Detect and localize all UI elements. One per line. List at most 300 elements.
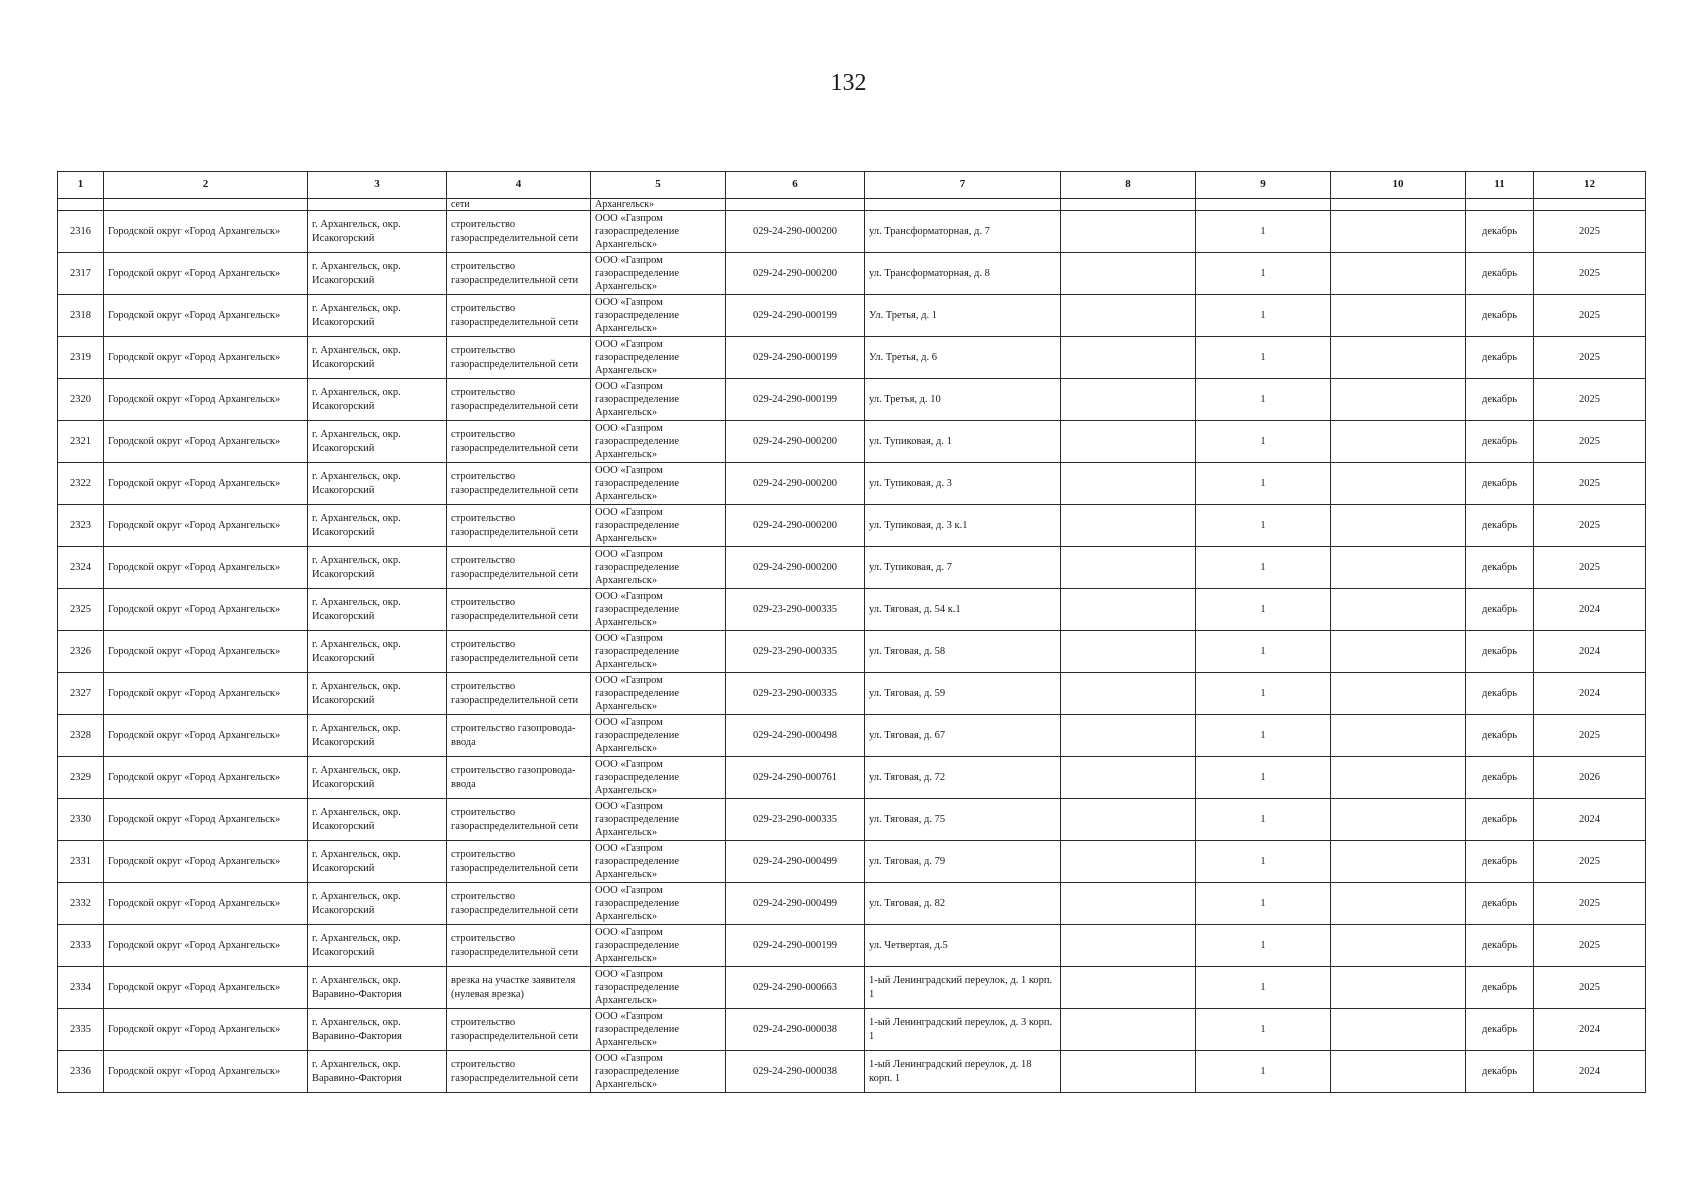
cell-month: декабрь [1466,799,1534,841]
cell-municipality: Городской округ «Город Архангельск» [104,967,308,1009]
cell-location: г. Архангельск, окр. Исакогорский [308,799,447,841]
cell-row-number: 2320 [58,379,104,421]
cell-organization: ООО «Газпром газораспределение Архангельск» [591,799,726,841]
cell-location: г. Архангельск, окр. Варавино-Фактория [308,1051,447,1093]
cell-organization: ООО «Газпром газораспределение Архангельск» [591,589,726,631]
table-row [58,1051,1646,1093]
cell-location: г. Архангельск, окр. Исакогорский [308,631,447,673]
table-row [58,757,1646,799]
cell-location: г. Архангельск, окр. Исакогорский [308,841,447,883]
cell-quantity: 1 [1196,883,1331,925]
cell-address: ул. Тяговая, д. 82 [865,883,1061,925]
cell-address: 1-ый Ленинградский переулок, д. 3 корп. 1 [865,1009,1061,1051]
continuation-application-number [726,199,865,211]
cell-quantity: 1 [1196,757,1331,799]
cell-address: ул. Трансформаторная, д. 7 [865,211,1061,253]
cell-organization: ООО «Газпром газораспределение Архангельск» [591,1051,726,1093]
cell-quantity: 1 [1196,1051,1331,1093]
cell-column-8 [1061,505,1196,547]
cell-application-number: 029-24-290-000499 [726,841,865,883]
cell-work-type: строительство газораспределительной сети [447,673,591,715]
cell-row-number: 2318 [58,295,104,337]
continuation-month [1466,199,1534,211]
cell-location: г. Архангельск, окр. Исакогорский [308,253,447,295]
cell-municipality: Городской округ «Город Архангельск» [104,211,308,253]
data-table [57,171,1646,1093]
cell-work-type: строительство газораспределительной сети [447,421,591,463]
cell-month: декабрь [1466,757,1534,799]
cell-column-10 [1331,1009,1466,1051]
cell-application-number: 029-24-290-000663 [726,967,865,1009]
cell-address: Ул. Третья, д. 6 [865,337,1061,379]
cell-work-type: строительство газораспределительной сети [447,799,591,841]
header-cell-4: 4 [447,172,591,199]
cell-month: декабрь [1466,463,1534,505]
table-row [58,589,1646,631]
cell-work-type: строительство газораспределительной сети [447,295,591,337]
cell-municipality: Городской округ «Город Архангельск» [104,715,308,757]
cell-work-type: строительство газораспределительной сети [447,841,591,883]
cell-year: 2025 [1534,925,1646,967]
cell-row-number: 2328 [58,715,104,757]
cell-column-8 [1061,925,1196,967]
cell-organization: ООО «Газпром газораспределение Архангельск» [591,841,726,883]
cell-column-10 [1331,253,1466,295]
cell-year: 2025 [1534,715,1646,757]
cell-address: 1-ый Ленинградский переулок, д. 1 корп. 1 [865,967,1061,1009]
cell-quantity: 1 [1196,337,1331,379]
cell-year: 2025 [1534,463,1646,505]
header-cell-3: 3 [308,172,447,199]
cell-column-10 [1331,757,1466,799]
cell-organization: ООО «Газпром газораспределение Архангельск» [591,631,726,673]
cell-column-10 [1331,463,1466,505]
cell-location: г. Архангельск, окр. Исакогорский [308,211,447,253]
cell-organization: ООО «Газпром газораспределение Архангельск» [591,547,726,589]
cell-application-number: 029-24-290-000038 [726,1009,865,1051]
cell-column-10 [1331,715,1466,757]
cell-column-10 [1331,841,1466,883]
cell-work-type: строительство газораспределительной сети [447,925,591,967]
cell-location: г. Архангельск, окр. Исакогорский [308,505,447,547]
cell-work-type: строительство газораспределительной сети [447,253,591,295]
cell-work-type: строительство газораспределительной сети [447,547,591,589]
cell-month: декабрь [1466,253,1534,295]
cell-organization: ООО «Газпром газораспределение Архангельск» [591,883,726,925]
cell-column-10 [1331,799,1466,841]
cell-location: г. Архангельск, окр. Исакогорский [308,589,447,631]
cell-location: г. Архангельск, окр. Исакогорский [308,715,447,757]
cell-column-8 [1061,547,1196,589]
cell-month: декабрь [1466,673,1534,715]
cell-quantity: 1 [1196,589,1331,631]
cell-work-type: строительство газораспределительной сети [447,379,591,421]
header-cell-1: 1 [58,172,104,199]
cell-organization: ООО «Газпром газораспределение Архангельск» [591,673,726,715]
cell-column-10 [1331,379,1466,421]
cell-row-number: 2332 [58,883,104,925]
cell-municipality: Городской округ «Город Архангельск» [104,421,308,463]
cell-application-number: 029-24-290-000200 [726,505,865,547]
header-cell-2: 2 [104,172,308,199]
cell-quantity: 1 [1196,715,1331,757]
cell-application-number: 029-24-290-000038 [726,1051,865,1093]
cell-year: 2024 [1534,1009,1646,1051]
cell-work-type: врезка на участке заявителя (нулевая врезка) [447,967,591,1009]
cell-column-8 [1061,421,1196,463]
cell-column-10 [1331,631,1466,673]
cell-row-number: 2323 [58,505,104,547]
cell-address: ул. Тяговая, д. 79 [865,841,1061,883]
table-row [58,841,1646,883]
cell-column-8 [1061,799,1196,841]
cell-organization: ООО «Газпром газораспределение Архангельск» [591,757,726,799]
cell-municipality: Городской округ «Город Архангельск» [104,253,308,295]
cell-column-8 [1061,295,1196,337]
cell-municipality: Городской округ «Город Архангельск» [104,841,308,883]
cell-organization: ООО «Газпром газораспределение Архангельск» [591,379,726,421]
cell-location: г. Архангельск, окр. Исакогорский [308,925,447,967]
cell-work-type: строительство газораспределительной сети [447,883,591,925]
cell-month: декабрь [1466,211,1534,253]
cell-month: декабрь [1466,295,1534,337]
cell-municipality: Городской округ «Город Архангельск» [104,1051,308,1093]
cell-location: г. Архангельск, окр. Исакогорский [308,757,447,799]
cell-organization: ООО «Газпром газораспределение Архангельск» [591,505,726,547]
continuation-column-10 [1331,199,1466,211]
cell-year: 2025 [1534,337,1646,379]
table-header [58,172,1646,199]
cell-month: декабрь [1466,379,1534,421]
cell-application-number: 029-24-290-000200 [726,253,865,295]
header-row [58,172,1646,199]
cell-column-8 [1061,841,1196,883]
table-row [58,883,1646,925]
table-row [58,295,1646,337]
continuation-column-8 [1061,199,1196,211]
cell-month: декабрь [1466,925,1534,967]
cell-work-type: строительство газопровода-ввода [447,757,591,799]
cell-work-type: строительство газораспределительной сети [447,589,591,631]
cell-address: ул. Трансформаторная, д. 8 [865,253,1061,295]
cell-quantity: 1 [1196,631,1331,673]
cell-quantity: 1 [1196,505,1331,547]
cell-quantity: 1 [1196,463,1331,505]
cell-month: декабрь [1466,505,1534,547]
continuation-row-number [58,199,104,211]
continuation-work-type: сети [447,199,591,211]
continuation-year [1534,199,1646,211]
cell-location: г. Архангельск, окр. Исакогорский [308,673,447,715]
cell-address: ул. Тупиковая, д. 3 к.1 [865,505,1061,547]
cell-quantity: 1 [1196,925,1331,967]
cell-application-number: 029-23-290-000335 [726,673,865,715]
cell-year: 2025 [1534,547,1646,589]
table-row [58,715,1646,757]
cell-year: 2024 [1534,631,1646,673]
table-row [58,547,1646,589]
cell-application-number: 029-23-290-000335 [726,589,865,631]
cell-column-8 [1061,253,1196,295]
cell-municipality: Городской округ «Город Архангельск» [104,1009,308,1051]
cell-application-number: 029-24-290-000199 [726,379,865,421]
cell-work-type: строительство газораспределительной сети [447,1009,591,1051]
header-cell-8: 8 [1061,172,1196,199]
cell-quantity: 1 [1196,799,1331,841]
cell-row-number: 2335 [58,1009,104,1051]
cell-municipality: Городской округ «Город Архангельск» [104,337,308,379]
cell-year: 2025 [1534,295,1646,337]
cell-column-10 [1331,925,1466,967]
table-row [58,421,1646,463]
cell-organization: ООО «Газпром газораспределение Архангельск» [591,211,726,253]
cell-column-10 [1331,883,1466,925]
table-row [58,799,1646,841]
continuation-organization: Архангельск» [591,199,726,211]
cell-column-10 [1331,1051,1466,1093]
table-row [58,925,1646,967]
cell-quantity: 1 [1196,967,1331,1009]
table-row [58,463,1646,505]
cell-application-number: 029-23-290-000335 [726,799,865,841]
cell-address: ул. Тяговая, д. 67 [865,715,1061,757]
cell-column-8 [1061,1009,1196,1051]
cell-application-number: 029-24-290-000761 [726,757,865,799]
table-row [58,967,1646,1009]
cell-column-10 [1331,211,1466,253]
cell-work-type: строительство газопровода-ввода [447,715,591,757]
cell-month: декабрь [1466,715,1534,757]
cell-application-number: 029-24-290-000199 [726,295,865,337]
cell-address: ул. Третья, д. 10 [865,379,1061,421]
continuation-address [865,199,1061,211]
cell-location: г. Архангельск, окр. Варавино-Фактория [308,967,447,1009]
cell-year: 2024 [1534,673,1646,715]
page-number: 132 [830,70,867,96]
cell-address: ул. Тяговая, д. 54 к.1 [865,589,1061,631]
cell-row-number: 2321 [58,421,104,463]
cell-column-8 [1061,631,1196,673]
cell-municipality: Городской округ «Город Архангельск» [104,379,308,421]
cell-month: декабрь [1466,421,1534,463]
cell-work-type: строительство газораспределительной сети [447,631,591,673]
cell-municipality: Городской округ «Город Архангельск» [104,673,308,715]
cell-municipality: Городской округ «Город Архангельск» [104,547,308,589]
cell-address: 1-ый Ленинградский переулок, д. 18 корп. 1 [865,1051,1061,1093]
cell-organization: ООО «Газпром газораспределение Архангельск» [591,253,726,295]
cell-row-number: 2330 [58,799,104,841]
cell-application-number: 029-24-290-000499 [726,883,865,925]
cell-municipality: Городской округ «Город Архангельск» [104,925,308,967]
cell-month: декабрь [1466,1009,1534,1051]
cell-application-number: 029-24-290-000200 [726,211,865,253]
cell-month: декабрь [1466,841,1534,883]
cell-address: ул. Тяговая, д. 75 [865,799,1061,841]
cell-month: декабрь [1466,967,1534,1009]
header-cell-7: 7 [865,172,1061,199]
cell-column-8 [1061,589,1196,631]
cell-year: 2025 [1534,967,1646,1009]
cell-municipality: Городской округ «Город Архангельск» [104,631,308,673]
cell-location: г. Архангельск, окр. Исакогорский [308,295,447,337]
table-row [58,1009,1646,1051]
cell-municipality: Городской округ «Город Архангельск» [104,799,308,841]
cell-month: декабрь [1466,883,1534,925]
cell-row-number: 2329 [58,757,104,799]
table-body [58,199,1646,1093]
cell-quantity: 1 [1196,421,1331,463]
cell-row-number: 2334 [58,967,104,1009]
cell-column-10 [1331,589,1466,631]
cell-location: г. Архангельск, окр. Исакогорский [308,547,447,589]
cell-application-number: 029-24-290-000200 [726,547,865,589]
cell-column-8 [1061,673,1196,715]
cell-application-number: 029-24-290-000200 [726,463,865,505]
cell-column-10 [1331,505,1466,547]
cell-year: 2024 [1534,589,1646,631]
cell-row-number: 2331 [58,841,104,883]
cell-year: 2024 [1534,799,1646,841]
cell-organization: ООО «Газпром газораспределение Архангельск» [591,925,726,967]
header-cell-5: 5 [591,172,726,199]
cell-column-8 [1061,211,1196,253]
cell-address: ул. Тяговая, д. 58 [865,631,1061,673]
header-cell-6: 6 [726,172,865,199]
cell-month: декабрь [1466,1051,1534,1093]
cell-address: ул. Тупиковая, д. 7 [865,547,1061,589]
cell-application-number: 029-24-290-000200 [726,421,865,463]
continuation-municipality [104,199,308,211]
cell-municipality: Городской округ «Город Архангельск» [104,505,308,547]
cell-quantity: 1 [1196,379,1331,421]
cell-address: Ул. Третья, д. 1 [865,295,1061,337]
cell-quantity: 1 [1196,295,1331,337]
table-row [58,673,1646,715]
cell-address: ул. Тупиковая, д. 1 [865,421,1061,463]
cell-application-number: 029-23-290-000335 [726,631,865,673]
cell-municipality: Городской округ «Город Архангельск» [104,295,308,337]
cell-month: декабрь [1466,631,1534,673]
cell-quantity: 1 [1196,547,1331,589]
cell-month: декабрь [1466,337,1534,379]
table-row [58,253,1646,295]
cell-row-number: 2319 [58,337,104,379]
cell-row-number: 2326 [58,631,104,673]
cell-application-number: 029-24-290-000199 [726,337,865,379]
continuation-quantity [1196,199,1331,211]
cell-location: г. Архангельск, окр. Исакогорский [308,463,447,505]
header-cell-11: 11 [1466,172,1534,199]
cell-column-8 [1061,463,1196,505]
cell-organization: ООО «Газпром газораспределение Архангельск» [591,1009,726,1051]
cell-row-number: 2327 [58,673,104,715]
header-cell-10: 10 [1331,172,1466,199]
cell-municipality: Городской округ «Город Архангельск» [104,757,308,799]
cell-location: г. Архангельск, окр. Варавино-Фактория [308,1009,447,1051]
cell-row-number: 2316 [58,211,104,253]
cell-application-number: 029-24-290-000498 [726,715,865,757]
cell-organization: ООО «Газпром газораспределение Архангельск» [591,715,726,757]
cell-organization: ООО «Газпром газораспределение Архангельск» [591,421,726,463]
table-row [58,631,1646,673]
cell-row-number: 2322 [58,463,104,505]
cell-organization: ООО «Газпром газораспределение Архангельск» [591,295,726,337]
cell-row-number: 2325 [58,589,104,631]
cell-column-10 [1331,421,1466,463]
cell-location: г. Архангельск, окр. Исакогорский [308,337,447,379]
cell-column-8 [1061,757,1196,799]
cell-location: г. Архангельск, окр. Исакогорский [308,379,447,421]
cell-row-number: 2324 [58,547,104,589]
cell-quantity: 1 [1196,1009,1331,1051]
cell-column-8 [1061,1051,1196,1093]
continuation-location [308,199,447,211]
cell-column-10 [1331,673,1466,715]
cell-year: 2025 [1534,421,1646,463]
cell-year: 2025 [1534,253,1646,295]
cell-year: 2026 [1534,757,1646,799]
cell-year: 2025 [1534,505,1646,547]
cell-year: 2024 [1534,1051,1646,1093]
cell-column-8 [1061,337,1196,379]
cell-application-number: 029-24-290-000199 [726,925,865,967]
cell-location: г. Архангельск, окр. Исакогорский [308,421,447,463]
cell-column-8 [1061,715,1196,757]
cell-month: декабрь [1466,547,1534,589]
cell-year: 2025 [1534,211,1646,253]
cell-quantity: 1 [1196,841,1331,883]
cell-work-type: строительство газораспределительной сети [447,505,591,547]
cell-address: ул. Тяговая, д. 72 [865,757,1061,799]
cell-quantity: 1 [1196,211,1331,253]
continuation-row [58,199,1646,211]
cell-column-10 [1331,547,1466,589]
cell-column-8 [1061,379,1196,421]
cell-address: ул. Тупиковая, д. 3 [865,463,1061,505]
cell-organization: ООО «Газпром газораспределение Архангельск» [591,337,726,379]
table-row [58,379,1646,421]
cell-work-type: строительство газораспределительной сети [447,463,591,505]
cell-row-number: 2333 [58,925,104,967]
cell-quantity: 1 [1196,253,1331,295]
header-cell-12: 12 [1534,172,1646,199]
cell-municipality: Городской округ «Город Архангельск» [104,463,308,505]
cell-month: декабрь [1466,589,1534,631]
cell-work-type: строительство газораспределительной сети [447,1051,591,1093]
cell-address: ул. Четвертая, д.5 [865,925,1061,967]
cell-location: г. Архангельск, окр. Исакогорский [308,883,447,925]
cell-municipality: Городской округ «Город Архангельск» [104,883,308,925]
cell-quantity: 1 [1196,673,1331,715]
cell-year: 2025 [1534,883,1646,925]
cell-municipality: Городской округ «Город Архангельск» [104,589,308,631]
header-cell-9: 9 [1196,172,1331,199]
cell-column-10 [1331,967,1466,1009]
table-row [58,337,1646,379]
cell-organization: ООО «Газпром газораспределение Архангельск» [591,463,726,505]
cell-row-number: 2317 [58,253,104,295]
table-row [58,505,1646,547]
cell-column-8 [1061,967,1196,1009]
cell-column-10 [1331,337,1466,379]
cell-organization: ООО «Газпром газораспределение Архангельск» [591,967,726,1009]
table-row [58,211,1646,253]
cell-column-10 [1331,295,1466,337]
cell-year: 2025 [1534,841,1646,883]
cell-column-8 [1061,883,1196,925]
cell-work-type: строительство газораспределительной сети [447,337,591,379]
cell-address: ул. Тяговая, д. 59 [865,673,1061,715]
